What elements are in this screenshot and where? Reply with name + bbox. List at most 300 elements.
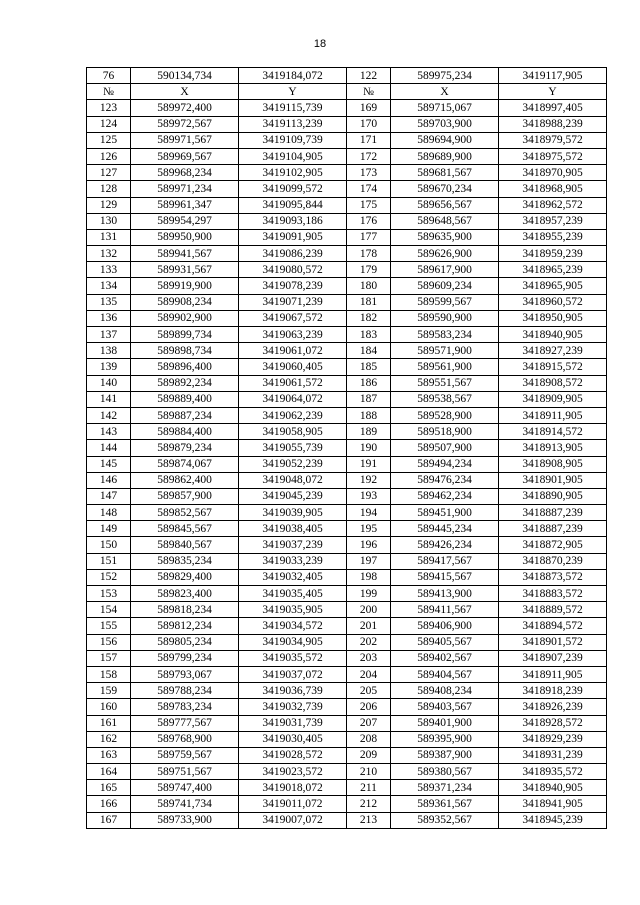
table-row	[87, 747, 607, 763]
x-coordinate-cell: 589387,900	[391, 747, 499, 763]
x-coordinate-cell: 589538,567	[391, 391, 499, 407]
y-coordinate-cell: 3419091,905	[239, 229, 347, 245]
y-coordinate-cell: 3419093,186	[239, 213, 347, 229]
point-number-cell: 166	[87, 796, 131, 812]
point-number-cell: 198	[347, 569, 391, 585]
x-coordinate-cell: 589747,400	[131, 780, 239, 796]
y-coordinate-cell: 3418890,905	[499, 488, 607, 504]
point-number-cell: 134	[87, 278, 131, 294]
table-row	[87, 764, 607, 780]
x-coordinate-cell: 589971,234	[131, 181, 239, 197]
x-coordinate-cell: 589406,900	[391, 618, 499, 634]
point-number-cell: 151	[87, 553, 131, 569]
y-coordinate-cell: 3419037,239	[239, 537, 347, 553]
x-coordinate-cell: 589805,234	[131, 634, 239, 650]
table-row	[87, 683, 607, 699]
table-row	[87, 294, 607, 310]
point-number-cell: 159	[87, 683, 131, 699]
point-number-cell: 206	[347, 699, 391, 715]
table-row	[87, 650, 607, 666]
point-number-cell: 132	[87, 246, 131, 262]
y-coordinate-cell: 3419113,239	[239, 116, 347, 132]
x-coordinate-cell: 589862,400	[131, 472, 239, 488]
point-number-cell: 188	[347, 407, 391, 423]
point-number-cell: 210	[347, 764, 391, 780]
x-coordinate-cell: 589361,567	[391, 796, 499, 812]
point-number-cell: 152	[87, 569, 131, 585]
table-row	[87, 796, 607, 812]
x-coordinate-cell: 589961,347	[131, 197, 239, 213]
table-row	[87, 327, 607, 343]
x-coordinate-cell: 589845,567	[131, 521, 239, 537]
x-coordinate-cell: 589561,900	[391, 359, 499, 375]
y-coordinate-cell: 3418913,905	[499, 440, 607, 456]
x-coordinate-cell: 589462,234	[391, 488, 499, 504]
x-coordinate-cell: 589715,067	[391, 100, 499, 116]
point-number-cell: 148	[87, 505, 131, 521]
x-coordinate-cell: 589694,900	[391, 132, 499, 148]
y-coordinate-cell: 3419060,405	[239, 359, 347, 375]
point-number-cell: 174	[347, 181, 391, 197]
point-number-cell: 157	[87, 650, 131, 666]
x-coordinate-cell: 589656,567	[391, 197, 499, 213]
x-coordinate-cell: 589818,234	[131, 602, 239, 618]
point-number-cell: 179	[347, 262, 391, 278]
point-number-cell: 146	[87, 472, 131, 488]
x-coordinate-cell: 589902,900	[131, 310, 239, 326]
x-coordinate-cell: 589507,900	[391, 440, 499, 456]
x-coordinate-cell: 589411,567	[391, 602, 499, 618]
y-coordinate-cell: 3419039,905	[239, 505, 347, 521]
y-coordinate-cell: 3419037,072	[239, 666, 347, 682]
x-coordinate-cell: 589793,067	[131, 666, 239, 682]
y-coordinate-cell: 3418962,572	[499, 197, 607, 213]
header-number: №	[87, 84, 131, 100]
point-number-cell: 76	[87, 68, 131, 84]
y-coordinate-cell: 3419035,905	[239, 602, 347, 618]
x-coordinate-cell: 589874,067	[131, 456, 239, 472]
y-coordinate-cell: 3419035,572	[239, 650, 347, 666]
y-coordinate-cell: 3419184,072	[239, 68, 347, 84]
y-coordinate-cell: 3418941,905	[499, 796, 607, 812]
y-coordinate-cell: 3419062,239	[239, 407, 347, 423]
table-row	[87, 246, 607, 262]
y-coordinate-cell: 3418959,239	[499, 246, 607, 262]
y-coordinate-cell: 3418873,572	[499, 569, 607, 585]
x-coordinate-cell: 589968,234	[131, 165, 239, 181]
y-coordinate-cell: 3418887,239	[499, 521, 607, 537]
table-row	[87, 505, 607, 521]
y-coordinate-cell: 3419018,072	[239, 780, 347, 796]
y-coordinate-cell: 3418914,572	[499, 424, 607, 440]
x-coordinate-cell: 589599,567	[391, 294, 499, 310]
coordinates-table-body	[87, 68, 607, 829]
point-number-cell: 213	[347, 812, 391, 828]
x-coordinate-cell: 589741,734	[131, 796, 239, 812]
x-coordinate-cell: 589751,567	[131, 764, 239, 780]
x-coordinate-cell: 589413,900	[391, 586, 499, 602]
table-row	[87, 731, 607, 747]
y-coordinate-cell: 3419028,572	[239, 747, 347, 763]
x-coordinate-cell: 589971,567	[131, 132, 239, 148]
x-coordinate-cell: 589975,234	[391, 68, 499, 84]
x-coordinate-cell: 589395,900	[391, 731, 499, 747]
point-number-cell: 137	[87, 327, 131, 343]
point-number-cell: 167	[87, 812, 131, 828]
y-coordinate-cell: 3419099,572	[239, 181, 347, 197]
point-number-cell: 162	[87, 731, 131, 747]
y-coordinate-cell: 3419034,905	[239, 634, 347, 650]
table-row	[87, 359, 607, 375]
y-coordinate-cell: 3419086,239	[239, 246, 347, 262]
point-number-cell: 194	[347, 505, 391, 521]
y-coordinate-cell: 3419058,905	[239, 424, 347, 440]
y-coordinate-cell: 3418870,239	[499, 553, 607, 569]
point-number-cell: 145	[87, 456, 131, 472]
y-coordinate-cell: 3418872,905	[499, 537, 607, 553]
x-coordinate-cell: 589476,234	[391, 472, 499, 488]
point-number-cell: 178	[347, 246, 391, 262]
table-row	[87, 715, 607, 731]
x-coordinate-cell: 589703,900	[391, 116, 499, 132]
point-number-cell: 202	[347, 634, 391, 650]
x-coordinate-cell: 589551,567	[391, 375, 499, 391]
x-coordinate-cell: 589889,400	[131, 391, 239, 407]
x-coordinate-cell: 589380,567	[391, 764, 499, 780]
y-coordinate-cell: 3419038,405	[239, 521, 347, 537]
point-number-cell: 127	[87, 165, 131, 181]
y-coordinate-cell: 3418965,905	[499, 278, 607, 294]
x-coordinate-cell: 589835,234	[131, 553, 239, 569]
x-coordinate-cell: 589408,234	[391, 683, 499, 699]
point-number-cell: 129	[87, 197, 131, 213]
table-row	[87, 553, 607, 569]
table-row	[87, 424, 607, 440]
y-coordinate-cell: 3419071,239	[239, 294, 347, 310]
table-row	[87, 634, 607, 650]
page-number: 18	[313, 38, 327, 50]
y-coordinate-cell: 3418887,239	[499, 505, 607, 521]
point-number-cell: 163	[87, 747, 131, 763]
point-number-cell: 156	[87, 634, 131, 650]
x-coordinate-cell: 589405,567	[391, 634, 499, 650]
y-coordinate-cell: 3419033,239	[239, 553, 347, 569]
point-number-cell: 193	[347, 488, 391, 504]
table-row-continuation	[87, 68, 607, 84]
x-coordinate-cell: 589689,900	[391, 148, 499, 164]
y-coordinate-cell: 3419034,572	[239, 618, 347, 634]
x-coordinate-cell: 589879,234	[131, 440, 239, 456]
table-row	[87, 488, 607, 504]
x-coordinate-cell: 589898,734	[131, 343, 239, 359]
point-number-cell: 126	[87, 148, 131, 164]
table-row	[87, 456, 607, 472]
y-coordinate-cell: 3419011,072	[239, 796, 347, 812]
table-row	[87, 165, 607, 181]
coordinates-table	[86, 67, 607, 829]
table-row	[87, 132, 607, 148]
point-number-cell: 160	[87, 699, 131, 715]
point-number-cell: 153	[87, 586, 131, 602]
point-number-cell: 169	[347, 100, 391, 116]
table-row	[87, 310, 607, 326]
x-coordinate-cell: 589670,234	[391, 181, 499, 197]
y-coordinate-cell: 3418915,572	[499, 359, 607, 375]
x-coordinate-cell: 589840,567	[131, 537, 239, 553]
table-row	[87, 521, 607, 537]
point-number-cell: 139	[87, 359, 131, 375]
x-coordinate-cell: 589892,234	[131, 375, 239, 391]
point-number-cell: 155	[87, 618, 131, 634]
table-row	[87, 148, 607, 164]
point-number-cell: 144	[87, 440, 131, 456]
point-number-cell: 186	[347, 375, 391, 391]
y-coordinate-cell: 3418889,572	[499, 602, 607, 618]
x-coordinate-cell: 589494,234	[391, 456, 499, 472]
x-coordinate-cell: 589445,234	[391, 521, 499, 537]
point-number-cell: 170	[347, 116, 391, 132]
x-coordinate-cell: 589648,567	[391, 213, 499, 229]
point-number-cell: 122	[347, 68, 391, 84]
table-row	[87, 666, 607, 682]
header-y: Y	[499, 84, 607, 100]
y-coordinate-cell: 3418929,239	[499, 731, 607, 747]
y-coordinate-cell: 3418945,239	[499, 812, 607, 828]
header-x: X	[131, 84, 239, 100]
y-coordinate-cell: 3418940,905	[499, 780, 607, 796]
table-row	[87, 375, 607, 391]
y-coordinate-cell: 3418901,572	[499, 634, 607, 650]
x-coordinate-cell: 589571,900	[391, 343, 499, 359]
x-coordinate-cell: 589823,400	[131, 586, 239, 602]
x-coordinate-cell: 589626,900	[391, 246, 499, 262]
point-number-cell: 164	[87, 764, 131, 780]
table-row	[87, 116, 607, 132]
x-coordinate-cell: 589954,297	[131, 213, 239, 229]
x-coordinate-cell: 589426,234	[391, 537, 499, 553]
point-number-cell: 182	[347, 310, 391, 326]
y-coordinate-cell: 3419109,739	[239, 132, 347, 148]
y-coordinate-cell: 3419117,905	[499, 68, 607, 84]
y-coordinate-cell: 3418979,572	[499, 132, 607, 148]
point-number-cell: 180	[347, 278, 391, 294]
y-coordinate-cell: 3418908,905	[499, 456, 607, 472]
x-coordinate-cell: 590134,734	[131, 68, 239, 84]
x-coordinate-cell: 589609,234	[391, 278, 499, 294]
point-number-cell: 209	[347, 747, 391, 763]
x-coordinate-cell: 589417,567	[391, 553, 499, 569]
point-number-cell: 161	[87, 715, 131, 731]
point-number-cell: 208	[347, 731, 391, 747]
x-coordinate-cell: 589799,234	[131, 650, 239, 666]
y-coordinate-cell: 3418907,239	[499, 650, 607, 666]
x-coordinate-cell: 589451,900	[391, 505, 499, 521]
table-row	[87, 229, 607, 245]
y-coordinate-cell: 3419035,405	[239, 586, 347, 602]
table-row	[87, 197, 607, 213]
y-coordinate-cell: 3419061,572	[239, 375, 347, 391]
x-coordinate-cell: 589857,900	[131, 488, 239, 504]
y-coordinate-cell: 3419095,844	[239, 197, 347, 213]
y-coordinate-cell: 3419052,239	[239, 456, 347, 472]
y-coordinate-cell: 3418926,239	[499, 699, 607, 715]
point-number-cell: 195	[347, 521, 391, 537]
y-coordinate-cell: 3418927,239	[499, 343, 607, 359]
point-number-cell: 183	[347, 327, 391, 343]
table-row	[87, 391, 607, 407]
y-coordinate-cell: 3418940,905	[499, 327, 607, 343]
point-number-cell: 138	[87, 343, 131, 359]
x-coordinate-cell: 589352,567	[391, 812, 499, 828]
y-coordinate-cell: 3419032,405	[239, 569, 347, 585]
y-coordinate-cell: 3419030,405	[239, 731, 347, 747]
x-coordinate-cell: 589972,400	[131, 100, 239, 116]
y-coordinate-cell: 3418955,239	[499, 229, 607, 245]
point-number-cell: 181	[347, 294, 391, 310]
header-number: №	[347, 84, 391, 100]
x-coordinate-cell: 589518,900	[391, 424, 499, 440]
x-coordinate-cell: 589402,567	[391, 650, 499, 666]
y-coordinate-cell: 3418911,905	[499, 666, 607, 682]
y-coordinate-cell: 3419064,072	[239, 391, 347, 407]
x-coordinate-cell: 589950,900	[131, 229, 239, 245]
y-coordinate-cell: 3418894,572	[499, 618, 607, 634]
x-coordinate-cell: 589783,234	[131, 699, 239, 715]
y-coordinate-cell: 3418975,572	[499, 148, 607, 164]
x-coordinate-cell: 589635,900	[391, 229, 499, 245]
point-number-cell: 171	[347, 132, 391, 148]
y-coordinate-cell: 3418928,572	[499, 715, 607, 731]
y-coordinate-cell: 3419007,072	[239, 812, 347, 828]
x-coordinate-cell: 589590,900	[391, 310, 499, 326]
x-coordinate-cell: 589403,567	[391, 699, 499, 715]
table-row	[87, 278, 607, 294]
x-coordinate-cell: 589617,900	[391, 262, 499, 278]
point-number-cell: 203	[347, 650, 391, 666]
point-number-cell: 176	[347, 213, 391, 229]
x-coordinate-cell: 589733,900	[131, 812, 239, 828]
table-row	[87, 407, 607, 423]
table-row	[87, 780, 607, 796]
header-x: X	[391, 84, 499, 100]
point-number-cell: 142	[87, 407, 131, 423]
header-y: Y	[239, 84, 347, 100]
point-number-cell: 173	[347, 165, 391, 181]
table-row	[87, 569, 607, 585]
y-coordinate-cell: 3418957,239	[499, 213, 607, 229]
table-row	[87, 181, 607, 197]
y-coordinate-cell: 3418970,905	[499, 165, 607, 181]
y-coordinate-cell: 3419031,739	[239, 715, 347, 731]
point-number-cell: 172	[347, 148, 391, 164]
point-number-cell: 136	[87, 310, 131, 326]
y-coordinate-cell: 3418965,239	[499, 262, 607, 278]
point-number-cell: 131	[87, 229, 131, 245]
x-coordinate-cell: 589887,234	[131, 407, 239, 423]
y-coordinate-cell: 3418997,405	[499, 100, 607, 116]
x-coordinate-cell: 589972,567	[131, 116, 239, 132]
y-coordinate-cell: 3418918,239	[499, 683, 607, 699]
x-coordinate-cell: 589896,400	[131, 359, 239, 375]
table-row	[87, 343, 607, 359]
y-coordinate-cell: 3419048,072	[239, 472, 347, 488]
x-coordinate-cell: 589884,400	[131, 424, 239, 440]
y-coordinate-cell: 3418960,572	[499, 294, 607, 310]
point-number-cell: 150	[87, 537, 131, 553]
x-coordinate-cell: 589759,567	[131, 747, 239, 763]
y-coordinate-cell: 3419067,572	[239, 310, 347, 326]
point-number-cell: 143	[87, 424, 131, 440]
y-coordinate-cell: 3419115,739	[239, 100, 347, 116]
x-coordinate-cell: 589829,400	[131, 569, 239, 585]
table-row	[87, 699, 607, 715]
point-number-cell: 175	[347, 197, 391, 213]
point-number-cell: 123	[87, 100, 131, 116]
x-coordinate-cell: 589852,567	[131, 505, 239, 521]
y-coordinate-cell: 3419080,572	[239, 262, 347, 278]
point-number-cell: 124	[87, 116, 131, 132]
point-number-cell: 184	[347, 343, 391, 359]
y-coordinate-cell: 3418988,239	[499, 116, 607, 132]
point-number-cell: 141	[87, 391, 131, 407]
x-coordinate-cell: 589931,567	[131, 262, 239, 278]
table-row	[87, 440, 607, 456]
x-coordinate-cell: 589404,567	[391, 666, 499, 682]
point-number-cell: 199	[347, 586, 391, 602]
y-coordinate-cell: 3419023,572	[239, 764, 347, 780]
table-row	[87, 537, 607, 553]
point-number-cell: 196	[347, 537, 391, 553]
point-number-cell: 149	[87, 521, 131, 537]
y-coordinate-cell: 3418908,572	[499, 375, 607, 391]
x-coordinate-cell: 589401,900	[391, 715, 499, 731]
y-coordinate-cell: 3418968,905	[499, 181, 607, 197]
point-number-cell: 158	[87, 666, 131, 682]
point-number-cell: 154	[87, 602, 131, 618]
table-row	[87, 586, 607, 602]
x-coordinate-cell: 589899,734	[131, 327, 239, 343]
x-coordinate-cell: 589919,900	[131, 278, 239, 294]
y-coordinate-cell: 3419063,239	[239, 327, 347, 343]
y-coordinate-cell: 3418909,905	[499, 391, 607, 407]
y-coordinate-cell: 3419032,739	[239, 699, 347, 715]
point-number-cell: 191	[347, 456, 391, 472]
point-number-cell: 207	[347, 715, 391, 731]
point-number-cell: 140	[87, 375, 131, 391]
point-number-cell: 212	[347, 796, 391, 812]
x-coordinate-cell: 589969,567	[131, 148, 239, 164]
point-number-cell: 201	[347, 618, 391, 634]
point-number-cell: 165	[87, 780, 131, 796]
table-row	[87, 100, 607, 116]
point-number-cell: 128	[87, 181, 131, 197]
y-coordinate-cell: 3419104,905	[239, 148, 347, 164]
point-number-cell: 135	[87, 294, 131, 310]
x-coordinate-cell: 589415,567	[391, 569, 499, 585]
x-coordinate-cell: 589941,567	[131, 246, 239, 262]
table-row	[87, 472, 607, 488]
point-number-cell: 192	[347, 472, 391, 488]
y-coordinate-cell: 3419055,739	[239, 440, 347, 456]
table-row	[87, 812, 607, 828]
point-number-cell: 211	[347, 780, 391, 796]
x-coordinate-cell: 589528,900	[391, 407, 499, 423]
point-number-cell: 187	[347, 391, 391, 407]
y-coordinate-cell: 3418931,239	[499, 747, 607, 763]
point-number-cell: 197	[347, 553, 391, 569]
y-coordinate-cell: 3418950,905	[499, 310, 607, 326]
x-coordinate-cell: 589777,567	[131, 715, 239, 731]
